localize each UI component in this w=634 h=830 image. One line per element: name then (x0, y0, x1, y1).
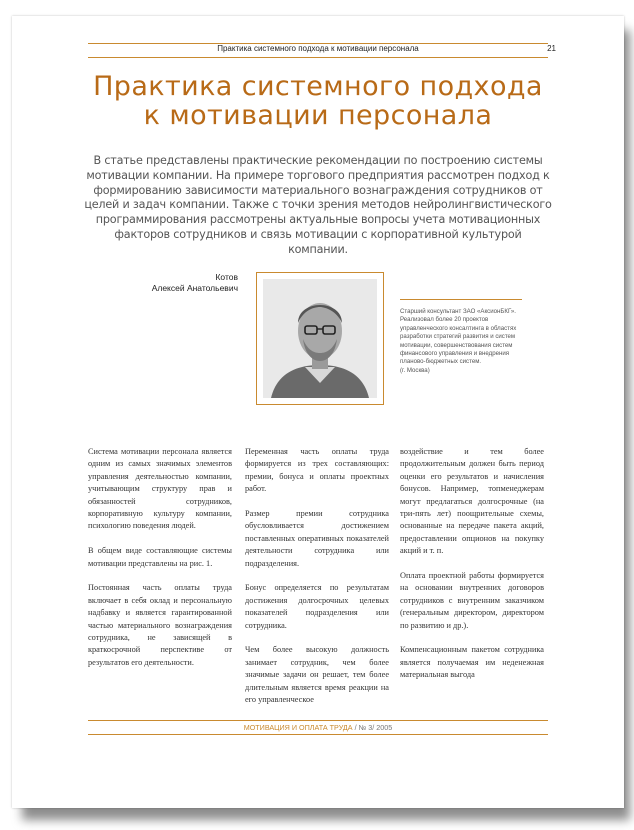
issue-number: / № 3/ 2005 (352, 723, 393, 732)
article-title-line-2: к мотивации персонала (143, 100, 493, 131)
author-given-names: Алексей Анатольевич (151, 283, 238, 293)
body-paragraph: Чем более высокую должность занимает сотрудник, чем более значимые задачи он решает, тем более длительным является время реакции на его управленческое (245, 645, 389, 705)
body-paragraph: Размер премии сотрудника обусловливается достижением поставленных оперативных показателей деятельности сотрудника или подразделения. (245, 509, 389, 568)
magazine-page (12, 16, 624, 808)
author-name (152, 272, 238, 294)
article-abstract: В статье представлены практические рекомендации по построению системы мотивации компании. На примере торгового предприятия рассмотрен подход к формированию зависимости материального вознаграждения сотрудников от целей и задач компании. Также с точки зрения методов нейролингвистического программирования рассмотрены актуальные вопросы учета мотивационных факторов сотрудников и связь мотивации с корпоративной культурой компании. (84, 154, 552, 256)
page-number: 21 (547, 44, 556, 53)
body-paragraph: воздействие и тем более продолжительным должен быть период оценки его результатов и начисления бонусов. Например, топменеджерам могут предлагаться долгосрочные (на три-пять лет) поощрительные схемы, основанные на передаче пакета акций, предоставлении опционов на покупку акций и т. п. (400, 447, 544, 556)
body-paragraph: Постоянная часть оплаты труда включает в себя оклад и персональную надбавку и является гарантированной частью материального вознаграждения сотрудника, не зависящей в краткосрочной перспективе от результатов его деятельности. (88, 583, 232, 667)
author-bio-text: Старший консультант ЗАО «АксионБКГ». Реализовал более 20 проектов управленческого консалтинга в областях разработки стратегий развития и систем мотивации, совершенствования систем финансового управления и внедрения планово-бюджетных систем. (400, 308, 517, 366)
article-title-line-1: Практика системного подхода (93, 71, 543, 102)
author-photo-frame (256, 272, 384, 405)
body-column-1 (88, 446, 232, 682)
article-title (72, 72, 564, 130)
journal-name: МОТИВАЦИЯ И ОПЛАТА ТРУДА (243, 723, 353, 732)
body-paragraph: Бонус определяется по результатам достижения долгосрочных целевых показателей подразделения или сотрудника. (245, 583, 389, 630)
body-column-3 (400, 446, 544, 694)
footer-rule-bottom (88, 734, 548, 735)
bio-rule (400, 299, 522, 300)
body-paragraph: Оплата проектной работы формируется на основании внутренних договоров сотрудников с внутренним заказчиком (генеральным директором, директором по развитию и др.). (400, 571, 544, 630)
author-portrait-icon (263, 279, 377, 398)
author-city: (г. Москва) (400, 366, 430, 374)
header-rule-bottom (88, 57, 548, 58)
body-column-2 (245, 446, 389, 719)
author-surname: Котов (215, 272, 238, 282)
body-paragraph: В общем виде составляющие системы мотивации представлены на рис. 1. (88, 546, 232, 568)
running-title: Практика системного подхода к мотивации персонала (217, 44, 419, 53)
footer-rule-top (88, 720, 548, 721)
page-footer (88, 723, 548, 732)
author-bio (400, 308, 524, 375)
body-paragraph: Переменная часть оплаты труда формируется из трех составляющих: премии, бонуса и оплаты проектных работ. (245, 447, 389, 494)
body-paragraph: Компенсационным пакетом сотрудника является получаемая им неденежная материальная выгода (400, 645, 544, 680)
body-paragraph: Система мотивации персонала является одним из самых значимых элементов управления деятельностью компании, учитывающим структуру прав и обязанностей сотрудников, корпоративную культуру компании, психологию поведения людей. (88, 447, 232, 531)
